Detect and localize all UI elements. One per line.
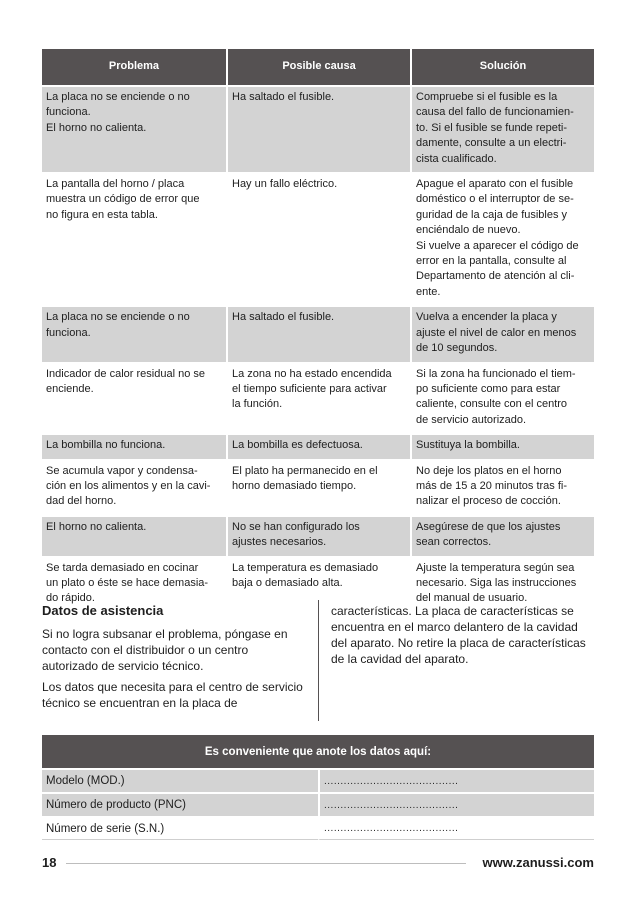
- table-row: [42, 85, 594, 172]
- cause-cell: La temperatura es demasiado baja o demasiado alta.: [226, 556, 410, 612]
- problem-cell: El horno no calienta.: [42, 515, 226, 556]
- table-row: [42, 172, 594, 305]
- problem-cell: Se tarda demasiado en cocinar un plato o éste se hace demasia- do rápido.: [42, 556, 226, 612]
- problem-cell: La pantalla del horno / placa muestra un código de error que no figura en esta tabla.: [42, 172, 226, 305]
- model-value-field: .........................................: [318, 768, 594, 792]
- header-solution: Solución: [410, 49, 594, 85]
- solution-cell: Apague el aparato con el fusible doméstico o el interruptor de se- guridad de la caja de fusibles y enciéndalo de nuevo. Si vuelve a aparecer el código de error en la pantalla, consulte al Departamento de atención al cli- ente.: [410, 172, 594, 305]
- solution-cell: Compruebe si el fusible es la causa del fallo de funcionamien- to. Si el fusible se funde repeti- damente, consulte a un electri- cista cualificado.: [410, 85, 594, 172]
- problem-cell: La placa no se enciende o no funciona.: [42, 305, 226, 361]
- header-problem: Problema: [42, 49, 226, 85]
- service-paragraph: Los datos que necesita para el centro de servicio técnico se encuentran en la placa de: [42, 680, 303, 710]
- table-row: [42, 768, 594, 792]
- table-row: [42, 433, 594, 458]
- cause-cell: La zona no ha estado encendida el tiempo suficiente para activar la función.: [226, 362, 410, 434]
- table-row: [42, 459, 594, 515]
- solution-cell: Ajuste la temperatura según sea necesario. Siga las instrucciones del manual de usuario.: [410, 556, 594, 612]
- cause-cell: No se han configurado los ajustes necesarios.: [226, 515, 410, 556]
- solution-cell: Asegúrese de que los ajustes sean correctos.: [410, 515, 594, 556]
- cause-cell: Hay un fallo eléctrico.: [226, 172, 410, 305]
- table-row: [42, 305, 594, 361]
- table-row: [42, 816, 594, 840]
- column-divider: [318, 600, 319, 721]
- table-row: [42, 362, 594, 434]
- problem-cell: Se acumula vapor y condensa- ción en los alimentos y en la cavi- dad del horno.: [42, 459, 226, 515]
- table-row: [42, 792, 594, 816]
- product-number-value-field: .........................................: [318, 792, 594, 816]
- solution-cell: Si la zona ha funcionado el tiem- po suficiente como para estar caliente, consulte con el centro de servicio autorizado.: [410, 362, 594, 434]
- service-paragraph: características. La placa de características se encuentra en el marco delantero de la cavidad del aparato. No retire la placa de características de la cavidad del aparato.: [331, 604, 586, 666]
- solution-cell: Vuelva a encender la placa y ajuste el nivel de calor en menos de 10 segundos.: [410, 305, 594, 361]
- service-data-table: [42, 735, 594, 840]
- cause-cell: Ha saltado el fusible.: [226, 305, 410, 361]
- cause-cell: El plato ha permanecido en el horno demasiado tiempo.: [226, 459, 410, 515]
- table-row: [42, 515, 594, 556]
- cause-cell: Ha saltado el fusible.: [226, 85, 410, 172]
- product-number-label: Número de producto (PNC): [42, 792, 318, 816]
- service-paragraph: Si no logra subsanar el problema, póngase en contacto con el distribuidor o un centro autorizado de servicio técnico.: [42, 627, 288, 673]
- page-number: 18: [42, 855, 57, 870]
- header-cause: Posible causa: [226, 49, 410, 85]
- website-url: www.zanussi.com: [482, 855, 594, 870]
- problem-cell: La bombilla no funciona.: [42, 433, 226, 458]
- serial-number-label: Número de serie (S.N.): [42, 816, 318, 840]
- cause-cell: La bombilla es defectuosa.: [226, 433, 410, 458]
- troubleshooting-table: [42, 49, 594, 612]
- footer-divider: [66, 863, 466, 864]
- service-data-header: Es conveniente que anote los datos aquí:: [42, 735, 594, 768]
- service-section-title: Datos de asistencia: [42, 603, 164, 618]
- table-header-row: [42, 49, 594, 85]
- problem-cell: La placa no se enciende o no funciona. El horno no calienta.: [42, 85, 226, 172]
- solution-cell: Sustituya la bombilla.: [410, 433, 594, 458]
- problem-cell: Indicador de calor residual no se enciende.: [42, 362, 226, 434]
- model-label: Modelo (MOD.): [42, 768, 318, 792]
- solution-cell: No deje los platos en el horno más de 15 a 20 minutos tras fi- nalizar el proceso de cocción.: [410, 459, 594, 515]
- serial-number-value-field: .........................................: [318, 816, 594, 840]
